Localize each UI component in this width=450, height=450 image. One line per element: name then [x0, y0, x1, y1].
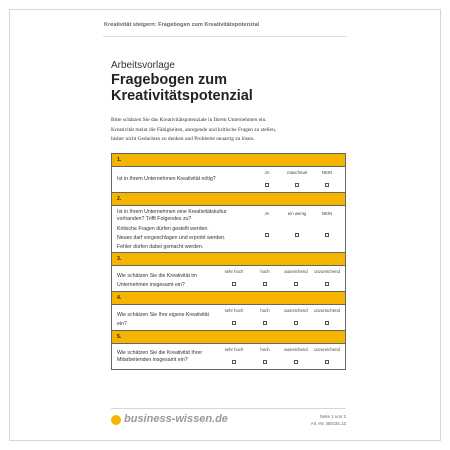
article-number: Art.-Nr. BE034.13: [310, 421, 346, 426]
running-header: Kreativität steigern: Fragebogen zum Kreativitätspotenzial: [104, 22, 260, 28]
checkbox-nein[interactable]: [325, 183, 329, 187]
section-2-row: [112, 206, 345, 253]
checkbox-ein-wenig[interactable]: [295, 233, 299, 237]
section-3-header: 3.: [112, 253, 345, 266]
question-4-line: ein?: [117, 321, 127, 327]
section-5-row: [112, 344, 345, 369]
option-label: manchmal: [287, 170, 307, 175]
question-4: [117, 311, 209, 329]
option-label: hoch: [260, 347, 270, 352]
option-label: ausreichend: [284, 308, 308, 313]
checkbox-ja[interactable]: [265, 233, 269, 237]
checkbox-sehr-hoch[interactable]: [232, 360, 236, 364]
document-kicker: Arbeitsvorlage: [111, 60, 175, 71]
brand-logo: business-wissen.de: [124, 413, 228, 425]
intro-line: Bitte schätzen Sie das Kreativitätspotenziale in Ihrem Unternehmen ein.: [111, 117, 267, 123]
section-3-row: [112, 266, 345, 292]
checkbox-unzureichend[interactable]: [325, 321, 329, 325]
intro-line: Kreativität meint die Fähigkeiten, anregende und kritische Fragen zu stellen,: [111, 126, 277, 133]
page-number: Seite 1 von 2: [319, 414, 346, 419]
document-title: [111, 72, 253, 104]
question-2-line: vorhanden? Trifft Folgendes zu?: [117, 216, 192, 222]
question-2: [117, 209, 227, 252]
option-label: hoch: [260, 269, 270, 274]
page-info: [286, 413, 346, 427]
title-line-2: Kreativitätspotenzial: [111, 88, 253, 104]
section-5-header: 5.: [112, 331, 345, 344]
checkbox-ausreichend[interactable]: [294, 360, 298, 364]
question-2-item: Kritische Fragen dürfen gestellt werden.: [117, 226, 209, 232]
question-3-line: Wie schätzen Sie die Kreativität im: [117, 273, 197, 279]
question-4-line: Wie schätzen Sie Ihre eigene Kreativität: [117, 312, 209, 318]
checkbox-ausreichend[interactable]: [294, 282, 298, 286]
option-label: sehr hoch: [224, 308, 244, 313]
section-2-header: 2.: [112, 193, 345, 206]
intro-line: bisher nicht Gedachtes zu denken und Probleme neuartig zu lösen.: [111, 136, 255, 143]
intro-text: [111, 116, 346, 145]
footer-divider: [111, 408, 346, 409]
question-2-line: Ist in Ihrem Unternehmen eine Kreativitätskultur: [117, 209, 227, 215]
checkbox-hoch[interactable]: [263, 360, 267, 364]
logo-dot-icon: [111, 415, 121, 425]
question-5-line: Wie schätzen Sie die Kreativität Ihrer: [117, 350, 203, 356]
question-3-line: Unternehmen insgesamt ein?: [117, 282, 185, 288]
option-label: ausreichend: [284, 269, 308, 274]
title-line-1: Fragebogen zum: [111, 72, 228, 88]
checkbox-sehr-hoch[interactable]: [232, 321, 236, 325]
checkbox-manchmal[interactable]: [295, 183, 299, 187]
question-5: [117, 350, 202, 364]
option-label: unzureichend: [314, 269, 340, 274]
checkbox-ausreichend[interactable]: [294, 321, 298, 325]
checkbox-hoch[interactable]: [263, 321, 267, 325]
section-4-header: 4.: [112, 292, 345, 305]
section-4-row: [112, 305, 345, 331]
question-1: Ist in Ihrem Unternehmen Kreativität nötig?: [117, 176, 216, 182]
question-3: [117, 272, 197, 290]
option-label: NEIN: [321, 170, 333, 175]
option-label: JA: [264, 170, 270, 175]
option-label: sehr hoch: [224, 347, 244, 352]
questionnaire-table: [111, 153, 346, 370]
checkbox-nein[interactable]: [325, 233, 329, 237]
option-label: unzureichend: [314, 347, 340, 352]
question-2-item: Neues darf vorgeschlagen und erprobt werden.: [117, 235, 226, 241]
section-1-header: 1.: [112, 154, 345, 167]
checkbox-ja[interactable]: [265, 183, 269, 187]
section-1-row: [112, 167, 345, 193]
checkbox-unzureichend[interactable]: [325, 360, 329, 364]
option-label: JA: [264, 211, 270, 216]
option-label: ein wenig: [287, 211, 307, 216]
option-label: sehr hoch: [224, 269, 244, 274]
checkbox-unzureichend[interactable]: [325, 282, 329, 286]
checkbox-sehr-hoch[interactable]: [232, 282, 236, 286]
option-label: ausreichend: [284, 347, 308, 352]
header-divider: [103, 36, 347, 37]
question-2-item: Fehler dürfen dabei gemacht werden.: [117, 244, 204, 250]
option-label: unzureichend: [314, 308, 340, 313]
option-label: hoch: [260, 308, 270, 313]
question-5-line: Mitarbeitenden insgesamt ein?: [117, 357, 188, 363]
checkbox-hoch[interactable]: [263, 282, 267, 286]
option-label: NEIN: [321, 211, 333, 216]
